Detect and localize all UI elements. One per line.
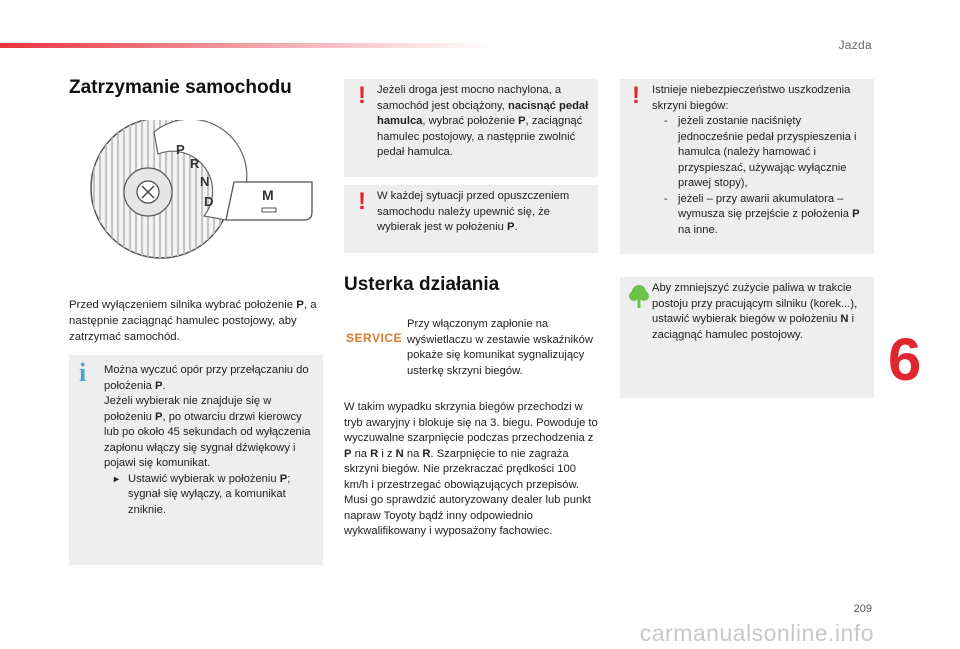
warning-icon: ! <box>632 82 640 109</box>
warning-box-leave <box>344 185 598 253</box>
watermark: carmanualsonline.info <box>639 620 874 646</box>
section-title-stopping: Zatrzymanie samochodu <box>69 77 292 98</box>
page-number: 209 <box>853 603 872 615</box>
service-warning-icon: SERVICE <box>346 331 402 345</box>
warning-leave-text: W każdej sytuacji przed opuszczeniem samochodu należy upewnić się, że wybierak jest w położeniu P. <box>377 190 570 233</box>
info-icon: i <box>79 358 87 387</box>
header-accent-bar <box>0 43 490 48</box>
chapter-number-tab: 6 <box>888 326 922 393</box>
info-box <box>69 355 323 565</box>
bullet-text: jeżeli zostanie naciśnięty jednocześnie pedał przyspieszenia i hamulca (należy hamować i przyspieszać, używając wyłącznie prawej stopy), <box>678 115 857 189</box>
warning-damage-intro: Istnieje niebezpieczeństwo uszkodzenia skrzyni biegów: <box>652 84 851 112</box>
stop-paragraph: Przed wyłączeniem silnika wybrać położenie P, a następnie zaciągnąć hamulec postojowy, aby zatrzymać samochód. <box>69 299 317 343</box>
gear-letter-p: P <box>176 142 185 157</box>
info-step <box>104 472 316 519</box>
bullet-text: jeżeli – przy awarii akumulatora – wymusza się przejście z położenia P na inne. <box>678 192 860 236</box>
service-message-text: Przy włączonym zapłonie na wyświetlaczu w zestawie wskaźników pokaże się komunikat sygnalizujący usterkę skrzyni biegów. <box>407 318 593 377</box>
warning-box-damage <box>620 79 874 254</box>
warning-slope-text: Jeżeli droga jest mocno nachylona, a samochód jest obciążony, nacisnąć pedał hamulca, wybrać położenie P, zaciągnąć hamulec postojowy, a następnie zwolnić pedał hamulca. <box>377 84 589 158</box>
info-line-1: Można wyczuć opór przy przełączaniu do położenia P. <box>104 364 309 392</box>
info-box-text <box>104 363 316 518</box>
gear-letter-n: N <box>200 174 210 189</box>
section-title-malfunction: Usterka działania <box>344 274 500 295</box>
gear-selector-illustration <box>76 120 316 270</box>
info-step-text: Ustawić wybierak w położeniu P; sygnał się wyłączy, a komunikat zniknie. <box>128 472 291 516</box>
eco-tip-text: Aby zmniejszyć zużycie paliwa w trakcie postoju przy pracującym silniku (korek...), ustawić wybierak biegów w położeniu N i zaciągnąć hamulec postojowy. <box>652 282 858 341</box>
step-triangle-icon: ► <box>112 473 121 484</box>
tree-icon <box>628 283 650 311</box>
gear-letter-r: R <box>190 156 200 171</box>
warning-damage-bullet-1: - jeżeli zostanie naciśnięty jednocześnie pedał przyspieszenia i hamulca (należy hamować i przyspieszać, używając wyłącznie prawej stopy), <box>664 115 857 189</box>
eco-tip-box <box>620 277 874 398</box>
gear-letter-d: D <box>204 194 214 209</box>
warning-icon: ! <box>358 82 366 109</box>
warning-icon: ! <box>358 188 366 215</box>
warning-damage-bullet-2: - jeżeli – przy awarii akumulatora – wymusza się przejście z położenia P na inne. <box>664 192 860 236</box>
malfunction-paragraph: W takim wypadku skrzynia biegów przechodzi w tryb awaryjny i blokuje się na 3. biegu. Powoduje to wyczuwalne szarpnięcie podczas przechodzenia z P na R i z N na R. Szarpnięcie to nie zagraża skrzyni biegów. Nie przekraczać prędkości 100 km/h i przestrzegać obowiązujących przepisów. Musi go sprawdzić autoryzowany dealer lub punkt napraw Toyoty bądź inny odpowiednio wykwalifikowany i wyposażony fachowiec. <box>344 401 598 537</box>
warning-damage-text <box>652 83 868 238</box>
warning-box-slope <box>344 79 598 177</box>
mode-button-label: M <box>262 187 274 203</box>
info-line-2: Jeżeli wybierak nie znajduje się w położeniu P, po otwarciu drzwi kierowcy lub po około 45 sekundach od wyłączenia zapłonu włączy się sygnał dźwiękowy i pojawi się komunikat. <box>104 395 311 469</box>
chapter-title: Jazda <box>838 38 872 52</box>
